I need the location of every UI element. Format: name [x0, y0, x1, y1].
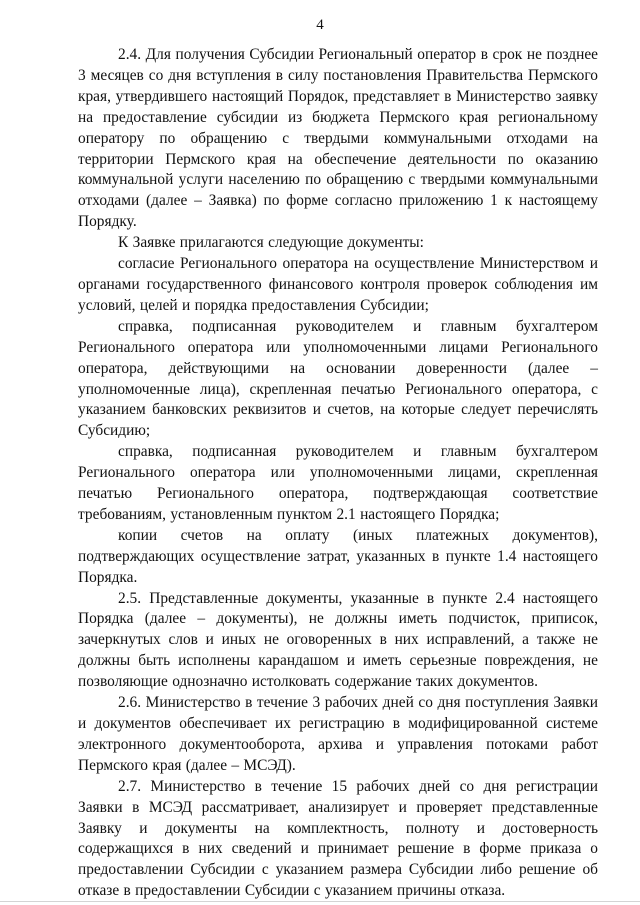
page-number: 4	[316, 17, 324, 33]
paragraph-2-7: 2.7. Министерство в течение 15 рабочих дней со дня регистрации Заявки в МСЭД рассматривает, анализирует и проверяет представленные Заявку и документы на комплектность, полноту и достоверность содержащихся в них сведений и принимает решение в форме приказа о предоставлении Субсидии с указанием размера Субсидии либо решение об отказе в предоставлении Субсидии с указанием причины отказа.	[78, 777, 598, 900]
paragraph-invoice-copies: копии счетов на оплату (иных платежных документов), подтверждающих осуществление затрат, указанных в пункте 1.4 настоящего Порядка.	[78, 526, 598, 586]
document-body	[78, 45, 598, 902]
paragraph-consent: согласие Регионального оператора на осуществление Министерством и органами государственного финансового контроля проверок соблюдения им условий, целей и порядка предоставления Субсидии;	[78, 255, 598, 314]
paragraph-attachments-intro: К Заявке прилагаются следующие документы:	[118, 234, 424, 252]
paragraph-2-6: 2.6. Министерство в течение 3 рабочих дней со дня поступления Заявки и документов обеспечивает их регистрацию в модифицированной системе электронного документооборота, архива и управления потоками работ Пермского края (далее – МСЭД).	[78, 694, 598, 774]
page-bottom-edge	[0, 901, 640, 902]
paragraph-bank-details-certificate: справка, подписанная руководителем и главным бухгалтером Регионального оператора или уполномоченными лицами Регионального оператора, действующими на основании доверенности (далее – уполномоченные лица), скрепленная печатью Регионального оператора, с указанием банковских реквизитов и счетов, на которые следует перечислять Субсидию;	[78, 317, 598, 440]
paragraph-compliance-certificate: справка, подписанная руководителем и главным бухгалтером Регионального оператора или уполномоченными лицами, скрепленная печатью Регионального оператора, подтверждающая соответствие требованиям, установленным пунктом 2.1 настоящего Порядка;	[78, 443, 598, 523]
paragraph-2-4: 2.4. Для получения Субсидии Региональный оператор в срок не позднее 3 месяцев со дня вступления в силу постановления Правительства Пермского края, утвердившего настоящий Порядок, представляет в Министерство заявку на предоставление субсидии из бюджета Пермского края региональному оператору по обращению с твердыми коммунальными отходами на территории Пермского края на обеспечение деятельности по оказанию коммунальной услуги населению по обращению с твердыми коммунальными отходами (далее – Заявка) по форме согласно приложению 1 к настоящему Порядку.	[78, 46, 598, 231]
paragraph-2-5: 2.5. Представленные документы, указанные в пункте 2.4 настоящего Порядка (далее – документы), не должны иметь подчисток, приписок, зачеркнутых слов и иных не оговоренных в них исправлений, а также не должны быть исполнены карандашом и иметь серьезные повреждения, не позволяющие однозначно истолковать содержание таких документов.	[78, 589, 598, 691]
